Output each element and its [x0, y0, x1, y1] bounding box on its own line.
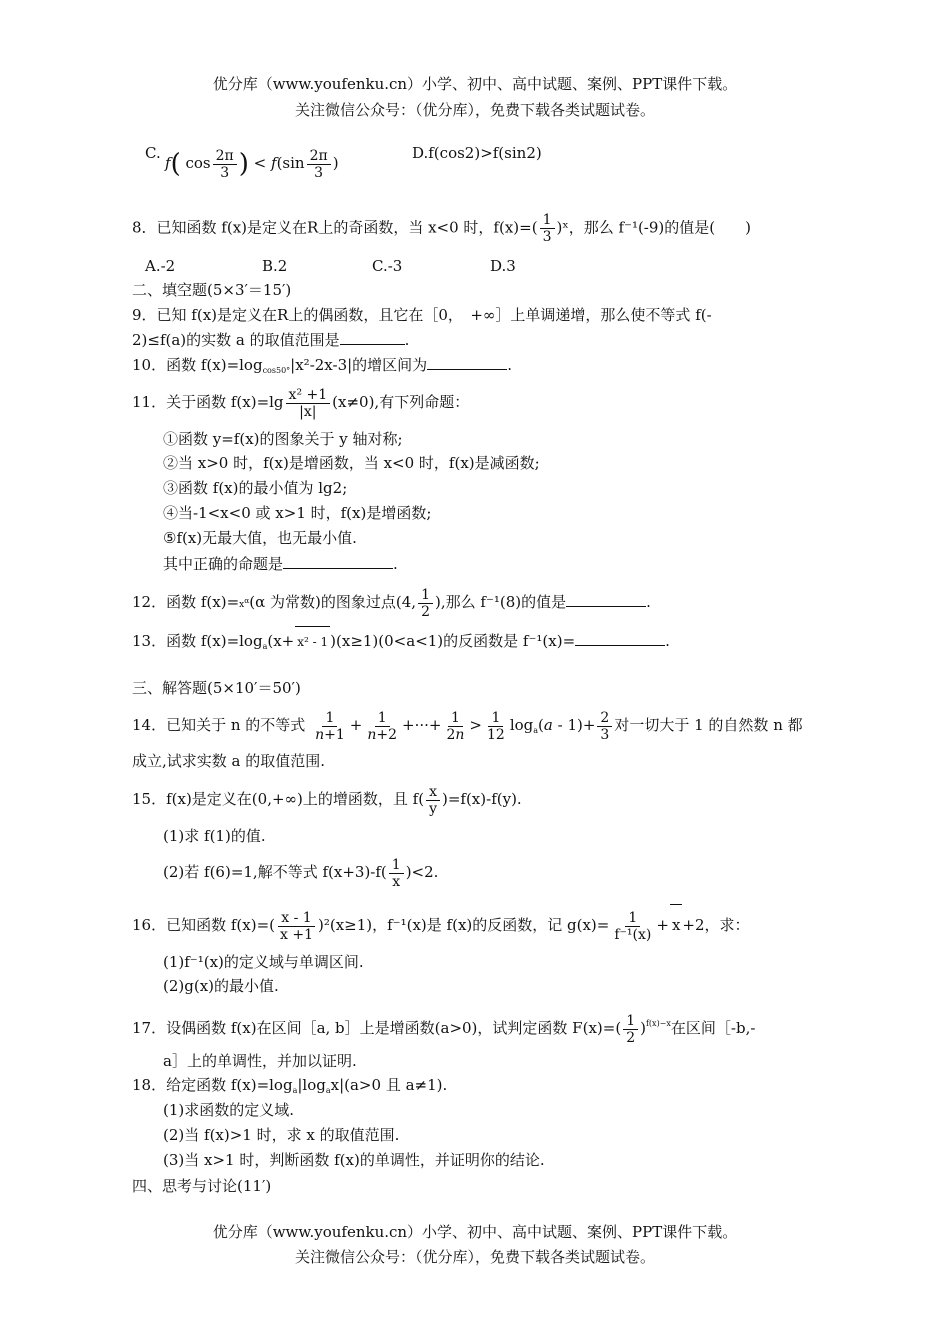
q11-item-2: ②当 x>0 时，f(x)是增函数，当 x<0 时，f(x)是减函数; [163, 454, 540, 472]
q18-part-2: (2)当 f(x)>1 时，求 x 的取值范围. [163, 1126, 400, 1144]
q9-line-2: 2)≤f(a)的实数 a 的取值范围是 . [132, 328, 409, 351]
q8-option-d: D.3 [490, 257, 516, 275]
q10: 10．函数 $f(x)=\log_{cos50^\circ}|x^2-2x-3|$的增区间为 . [132, 353, 512, 382]
q18-part-1: (1)求函数的定义域. [163, 1101, 295, 1119]
q15-part-1: (1)求 f(1)的值. [163, 827, 266, 845]
section-2-title: 二、填空题(5×3′＝15′) [132, 281, 292, 299]
q11-item-4: ④当-1<x<0 或 x>1 时，f(x)是增函数; [163, 504, 432, 522]
footer-line-1: 优分库（www.youfenku.cn）小学、初中、高中试题、案例、PPT课件下载。 [212, 1223, 738, 1241]
q9-answer-blank[interactable] [340, 328, 405, 345]
q8-option-c: C.-3 [372, 257, 403, 275]
q11-item-1: ①函数 y=f(x)的图象关于 y 轴对称; [163, 430, 403, 448]
q12-answer-blank[interactable] [566, 590, 646, 607]
q16-part-2: (2)g(x)的最小值. [163, 977, 279, 995]
q7-option-d: D.f(cos2)>f(sin2) [412, 144, 542, 162]
q16-stem: 16．已知函数 f(x)=( $\frac{x - 1}{x +1}$ )²(x≥1)，f⁻¹(x)是 f(x)的反函数，记 g(x)= $\frac{1}{\text{f⁻¹(x)}}$ + x +2，求： [132, 904, 750, 945]
q17-stem: 17．设偶函数 f(x)在区间［a, b］上是增函数(a>0)，试判定函数 F(x)=( $\frac{1}{2}$ )$^{f(x)-x}$在区间［-b,- [132, 1012, 756, 1046]
q14-stem: 14．已知关于 n 的不等式 $\frac{1}{n+1}$ + $\frac{1}{n+2}$ +···+ $\frac{1}{2n}$ > $\frac{1}{12}$ $\log_a(a - 1)+$ $\frac{2}{3}$ 对一切大于 1 的自然数 n 都 [132, 709, 803, 743]
q18-stem: 18．给定函数 $f(x)=\log_a|\log_ax|(a>0$ 且 a≠1). [132, 1076, 448, 1095]
q18-part-3: (3)当 x>1 时，判断函数 f(x)的单调性，并证明你的结论. [163, 1151, 545, 1169]
q17-line-2: a］上的单调性，并加以证明. [163, 1052, 357, 1070]
section-3-title: 三、解答题(5×10′＝50′) [132, 679, 301, 697]
q11-stem: 11．关于函数 f(x)=lg $\frac{\text{x² +1}}{|x|}$ (x≠0),有下列命题： [132, 386, 470, 420]
q11-tail: 其中正确的命题是 . [163, 552, 398, 575]
q7-option-c: C. [145, 144, 161, 162]
q13-answer-blank[interactable] [575, 629, 665, 646]
q15-stem: 15．f(x)是定义在(0,+∞)上的增函数，且 f( $\frac{x}{y}$ )=f(x)-f(y). [132, 783, 522, 817]
q9-line-1: 9．已知 f(x)是定义在R上的偶函数，且它在［0， +∞］上单调递增，那么使不等式 f(- [132, 306, 712, 324]
q14-line-2: 成立,试求实数 a 的取值范围. [132, 752, 326, 770]
q11-item-3: ③函数 f(x)的最小值为 lg2; [163, 479, 348, 497]
footer-line-2: 关注微信公众号：（优分库），免费下载各类试题试卷。 [294, 1248, 655, 1266]
q13: 13．函数 $f(x)=\log_a(x+ x^2 - 1$ )(x≥1)(0<a<1)的反函数是 f⁻¹(x)= . [132, 626, 670, 662]
q8-option-b: B.2 [262, 257, 288, 275]
q16-part-1: (1)f⁻¹(x)的定义域与单调区间. [163, 953, 364, 971]
q11-item-5: ⑤f(x)无最大值，也无最小值. [163, 529, 357, 547]
section-4-title: 四、思考与讨论(11′) [132, 1177, 272, 1195]
q8-stem: 8．已知函数 f(x)是定义在R上的奇函数，当 x<0 时，f(x)=( $\frac{1}{3}$ )ˣ，那么 f⁻¹(-9)的值是( ) [132, 212, 751, 245]
q11-answer-blank[interactable] [283, 552, 393, 569]
q8-option-a: A.-2 [145, 257, 176, 275]
q10-answer-blank[interactable] [427, 353, 507, 370]
header-line-2: 关注微信公众号：（优分库），免费下载各类试题试卷。 [294, 101, 655, 119]
q7-option-c-expr: f( cos $\frac{2\pi}{3}$ ) < f(sin $\frac{2\pi}{3}$ ) [165, 147, 339, 181]
header-line-1: 优分库（www.youfenku.cn）小学、初中、高中试题、案例、PPT课件下载。 [212, 75, 738, 93]
q15-part-2: (2)若 f(6)=1,解不等式 f(x+3)-f( $\frac{1}{x}$ )<2. [163, 856, 439, 890]
q12: 12．函数 $f(x)=x^\alpha(\alpha$ 为常数)的图象过点(4, $\frac{1}{2}$ ),那么 f⁻¹(8)的值是 . [132, 586, 651, 620]
